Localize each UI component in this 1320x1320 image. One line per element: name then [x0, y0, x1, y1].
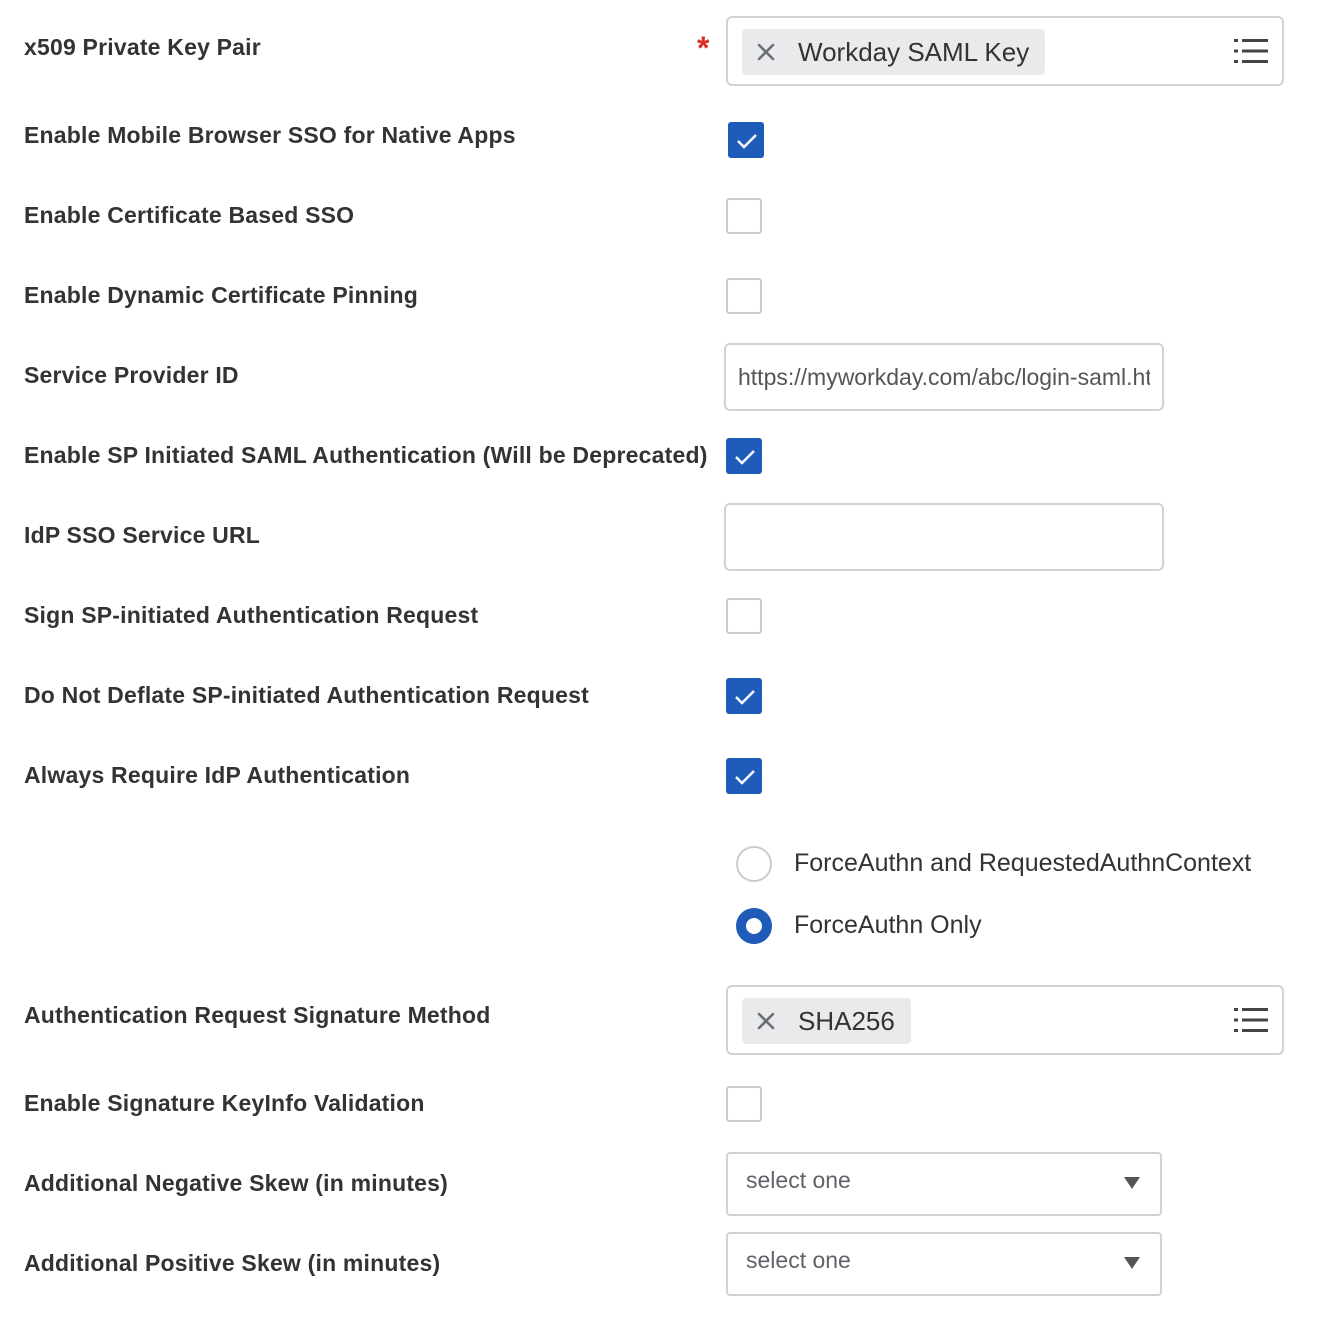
- sig-method-label: Authentication Request Signature Method: [24, 1002, 491, 1028]
- pos-skew-value: select one: [746, 1247, 851, 1273]
- idp-url-label: IdP SSO Service URL: [24, 522, 261, 548]
- no-deflate-label: Do Not Deflate SP-initiated Authentication Request: [24, 682, 590, 708]
- force-authn-only-label: ForceAuthn Only: [794, 911, 982, 939]
- x509-prompt-field[interactable]: [726, 16, 1284, 86]
- mobile-sso-checkbox[interactable]: [728, 122, 764, 158]
- sp-initiated-checkbox[interactable]: [726, 438, 762, 474]
- pos-skew-select[interactable]: [726, 1232, 1162, 1296]
- checkmark-icon: [734, 448, 756, 466]
- pos-skew-label: Additional Positive Skew (in minutes): [24, 1250, 441, 1276]
- sig-method-prompt-field[interactable]: [726, 985, 1284, 1055]
- sig-method-list-icon[interactable]: [1234, 1007, 1268, 1033]
- x509-label: x509 Private Key Pair: [24, 34, 261, 60]
- sp-initiated-label: Enable SP Initiated SAML Authentication (Will be Deprecated): [24, 442, 708, 468]
- keyinfo-checkbox[interactable]: [726, 1086, 762, 1122]
- cert-sso-label: Enable Certificate Based SSO: [24, 202, 355, 228]
- force-authn-context-radio[interactable]: [736, 846, 772, 882]
- no-deflate-checkbox[interactable]: [726, 678, 762, 714]
- x509-selected-value: Workday SAML Key: [798, 36, 1030, 67]
- triangle-down-icon: [1124, 1176, 1140, 1194]
- x509-selected-pill: [742, 29, 1045, 75]
- idp-url-input[interactable]: [724, 503, 1164, 571]
- neg-skew-label: Additional Negative Skew (in minutes): [24, 1170, 449, 1196]
- require-idp-label: Always Require IdP Authentication: [24, 762, 411, 788]
- sign-request-label: Sign SP-initiated Authentication Request: [24, 602, 479, 628]
- neg-skew-value: select one: [746, 1167, 851, 1193]
- mobile-sso-label: Enable Mobile Browser SSO for Native Apps: [24, 122, 516, 148]
- checkmark-icon: [736, 132, 758, 150]
- require-idp-checkbox[interactable]: [726, 758, 762, 794]
- sig-method-selected-pill: [742, 998, 911, 1044]
- remove-x509-close-icon[interactable]: [756, 42, 784, 62]
- remove-sig-method-close-icon[interactable]: [756, 1011, 784, 1031]
- checkmark-icon: [734, 768, 756, 786]
- sign-request-checkbox[interactable]: [726, 598, 762, 634]
- sp-id-label: Service Provider ID: [24, 362, 239, 388]
- checkmark-icon: [734, 688, 756, 706]
- cert-pinning-label: Enable Dynamic Certificate Pinning: [24, 282, 419, 308]
- required-marker: *: [697, 30, 710, 66]
- neg-skew-select[interactable]: [726, 1152, 1162, 1216]
- cert-sso-checkbox[interactable]: [726, 198, 762, 234]
- triangle-down-icon: [1124, 1256, 1140, 1274]
- x509-list-icon[interactable]: [1234, 38, 1268, 64]
- cert-pinning-checkbox[interactable]: [726, 278, 762, 314]
- sp-id-input[interactable]: [724, 343, 1164, 411]
- sig-method-selected-value: SHA256: [798, 1005, 895, 1036]
- force-authn-only-radio[interactable]: [736, 908, 772, 944]
- force-authn-context-label: ForceAuthn and RequestedAuthnContext: [794, 849, 1252, 877]
- keyinfo-label: Enable Signature KeyInfo Validation: [24, 1090, 425, 1116]
